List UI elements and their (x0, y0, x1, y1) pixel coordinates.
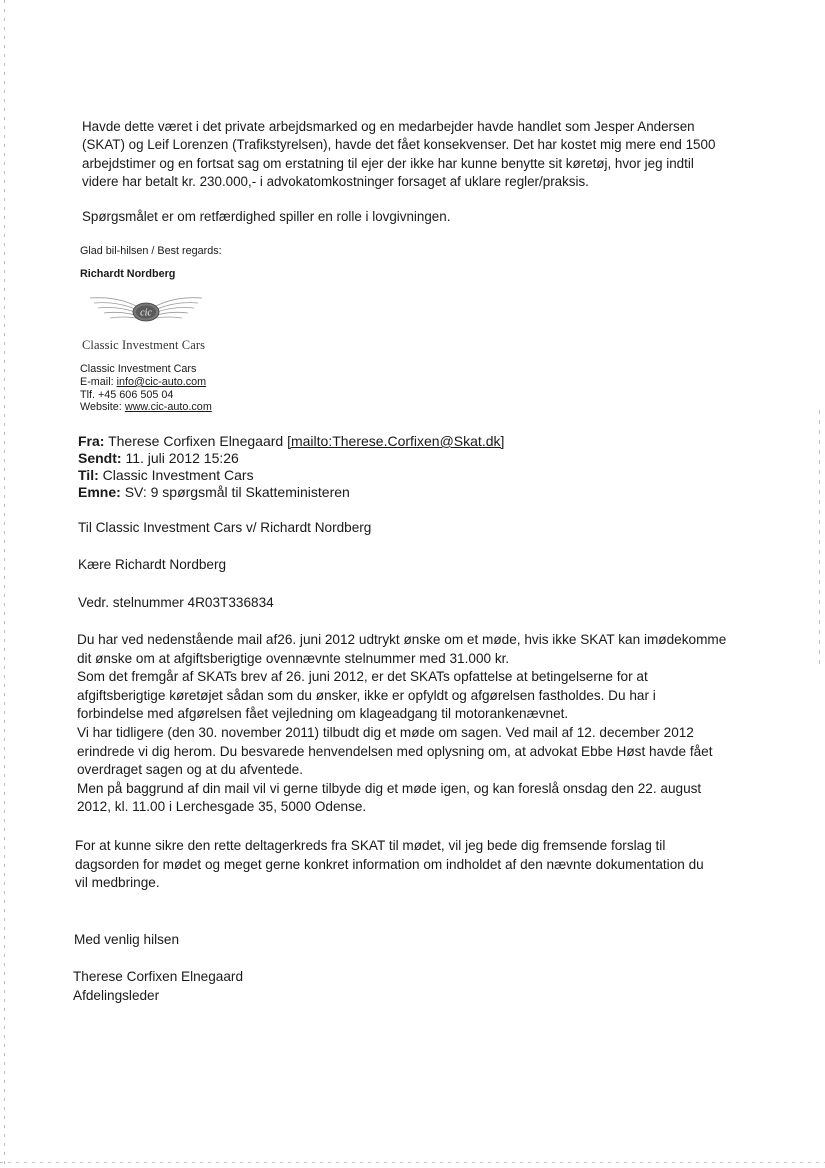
reference-line: Vedr. stelnummer 4R03T336834 (78, 595, 274, 610)
text-line: Men på baggrund af din mail vil vi gerne tilbyde dig et møde igen, og kan foreslå onsdag den 22. august (77, 780, 702, 796)
contact-phone: Tlf. +45 606 505 04 (80, 388, 174, 401)
scan-edge-bottom (0, 1162, 825, 1163)
text-line: vil medbringe. (75, 875, 160, 891)
text-line: arbejdstimer og en fortsat sag om erstatning til ejer der ikke har kunne benytte sit køretøj, hvor jeg indtil (82, 155, 694, 171)
text-line: Vi har tidligere (den 30. november 2011) tilbudt dig et møde om sagen. Ved mail af 12. december 2012 (77, 724, 694, 740)
greeting-signature: Glad bil-hilsen / Best regards: (80, 245, 222, 257)
sent-label: Sendt: (78, 450, 122, 466)
text-line: overdraget sagen og at du afventede. (77, 762, 303, 778)
sign-off: Med venlig hilsen (74, 932, 180, 947)
text-line: Du har ved nedenstående mail af26. juni 2012 udtrykt ønske om et møde, hvis ikke SKAT kan imødekomme (77, 632, 727, 647)
subject-label: Emne: (78, 484, 121, 500)
text-line: Som det fremgår af SKATs brev af 26. juni 2012, er det SKATs opfattelse at betingelserne for at (77, 669, 648, 685)
header-sent-row (78, 450, 504, 467)
contact-website-row (80, 401, 212, 414)
sent-value: 11. juli 2012 15:26 (125, 450, 239, 466)
logo-company-text: Classic Investment Cars (82, 338, 206, 352)
to-label: Til: (78, 467, 99, 483)
company-logo (86, 292, 206, 334)
text-line: afgiftsberigtige køretøjet sådan som du ønsker, ikke er opfyldt og afgørelsen fastholdes. Du har i (77, 687, 656, 703)
contact-block (80, 363, 212, 414)
to-value: Classic Investment Cars (102, 467, 254, 483)
body-paragraph (77, 631, 726, 817)
logo-initials: cic (140, 307, 152, 319)
text-line: For at kunne sikre den rette deltagerkreds fra SKAT til mødet, vil jeg bede dig fremsende forslag til (75, 838, 666, 853)
from-label: Fra: (78, 433, 105, 449)
header-to-row (78, 467, 504, 484)
signer-name: Therese Corfixen Elnegaard (73, 969, 244, 984)
text-line: 2012, kl. 11.00 i Lerchesgade 35, 5000 Odense. (77, 799, 367, 815)
website-label: Website: (80, 401, 125, 414)
recipient-line: Til Classic Investment Cars v/ Richardt Nordberg (78, 520, 372, 535)
text-line: forbindelse med afgørelsen fået vejledning om klageadgang til motorankenævnet. (77, 706, 569, 722)
website-link[interactable]: www.cic-auto.com (124, 401, 212, 414)
header-subject-row (78, 484, 504, 501)
text-line: erindrede vi dig herom. Du besvarede henvendelsen med oplysning om, at advokat Ebbe Høst havde fået (77, 743, 713, 759)
header-from-row (78, 433, 504, 450)
text-line: Havde dette været i det private arbejdsmarked og en medarbejder havde handlet som Jesper Andersen (82, 119, 695, 134)
salutation: Kære Richardt Nordberg (78, 557, 227, 572)
email-label: E-mail: (80, 375, 117, 388)
contact-company: Classic Investment Cars (80, 363, 197, 375)
text-line: dagsorden for mødet og meget gerne konkret information om indholdet af den nævnte dokumentation du (75, 856, 704, 872)
sender-name: Richardt Nordberg (80, 268, 176, 280)
closing-paragraph (75, 837, 704, 893)
email-header (78, 433, 504, 501)
text-line: videre har betalt kr. 230.000,- i advokatomkostninger forsaget af uklare regler/praksis. (82, 173, 589, 189)
signer-title: Afdelingsleder (73, 988, 160, 1003)
contact-email-row (80, 376, 212, 389)
subject-value: SV: 9 spørgsmål til Skatteministeren (124, 484, 350, 500)
question-line: Spørgsmålet er om retfærdighed spiller en rolle i lovgivningen. (82, 209, 451, 224)
top-paragraph (82, 118, 715, 191)
winged-logo-icon (86, 292, 206, 334)
text-line: (SKAT) og Leif Lorenzen (Trafikstyrelsen), havde det fået konsekvenser. Det har kostet mig mere end 1500 (82, 137, 716, 153)
scan-edge-left (4, 0, 5, 1168)
from-value: Therese Corfixen Elnegaard (108, 433, 284, 449)
scan-edge-right (819, 410, 820, 670)
from-mailto-link[interactable]: [mailto:Therese.Corfixen@Skat.dk] (287, 433, 505, 449)
text-line: dit ønske om at afgiftsberigtige ovennævnte stelnummer med 31.000 kr. (77, 650, 510, 666)
email-link[interactable]: info@cic-auto.com (116, 375, 207, 388)
